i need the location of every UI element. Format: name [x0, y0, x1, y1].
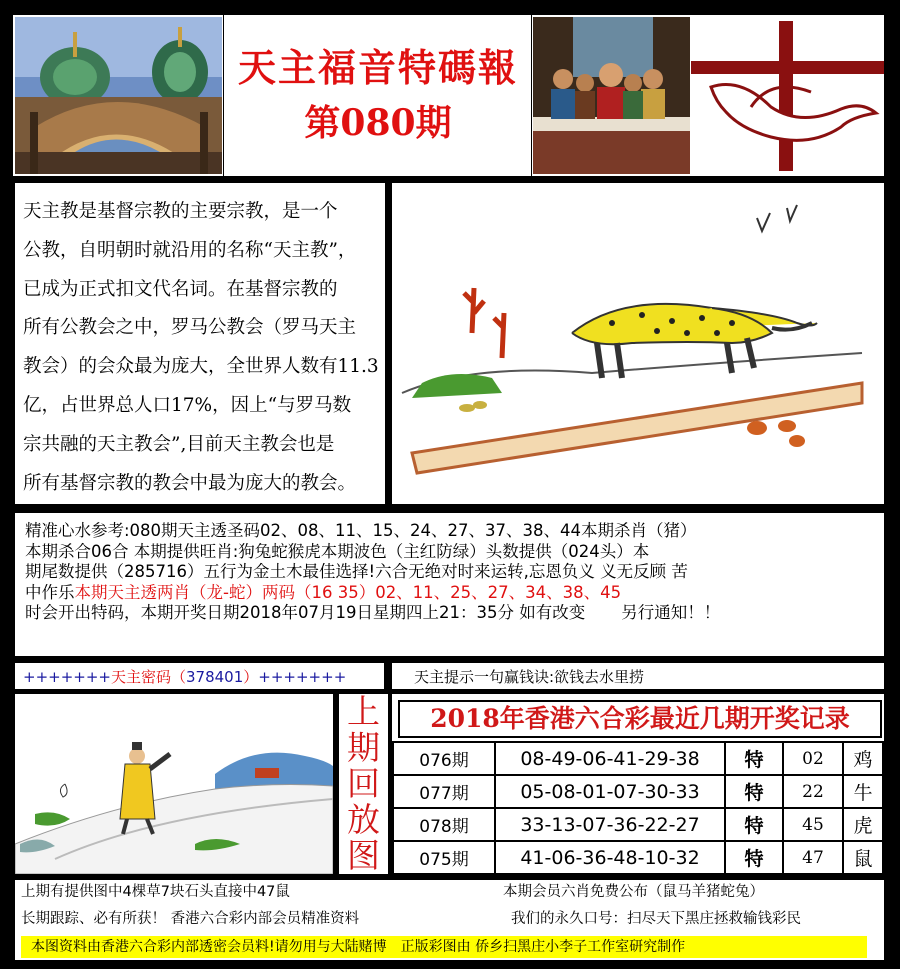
special-label: 特: [725, 775, 783, 808]
header-panel: [12, 14, 885, 177]
tips-text: 中作乐: [25, 582, 75, 602]
secret-code-bar: [14, 662, 385, 690]
page-title: 天主福音特碼報: [237, 45, 518, 90]
cathedral-picture: [15, 17, 222, 174]
special-number: 22: [783, 775, 843, 808]
replay-char: 回: [347, 764, 380, 803]
tips-notice: 另行通知！！: [621, 603, 721, 622]
special-number: 45: [783, 808, 843, 841]
replay-char: 图: [347, 836, 380, 875]
footer-line: 上期有提供图中4棵草7块石头直接中47鼠: [21, 884, 290, 900]
table-row: [393, 742, 883, 775]
special-label: 特: [725, 742, 783, 775]
leopard-picture: [391, 182, 885, 505]
replay-label: [338, 693, 389, 875]
intro-line: 所有基督宗教的教会中最为庞大的教会。: [23, 472, 357, 494]
zodiac-cell: 鼠: [843, 841, 883, 874]
newspaper-title: [224, 15, 532, 177]
intro-panel: [14, 182, 386, 505]
issue-cell: 075期: [393, 841, 495, 874]
replay-char: 放: [347, 800, 380, 839]
tips-line: 精准心水参考:080期天主透圣码02、08、11、15、24、27、37、38、44本期杀肖（猪）: [25, 521, 697, 540]
replay-char: 期: [347, 728, 380, 767]
issue-number: 第080期: [304, 102, 452, 144]
table-row: [393, 808, 883, 841]
last-supper-picture: [533, 17, 690, 174]
tips-line: 期尾数提供（285716）五行为金土木最佳选择!六合无绝对时来运转,忘恩负义 义无反顾 苦: [25, 562, 688, 581]
intro-line: 天主教是基督宗教的主要宗教，是一个: [23, 201, 338, 222]
issue-cell: 077期: [393, 775, 495, 808]
intro-line: 已成为正式扣文代名词。在基督宗教的: [23, 278, 338, 300]
plus-signs: +++++++: [258, 668, 347, 686]
special-number: 47: [783, 841, 843, 874]
banner-text: 正版彩图由 侨乡扫黑庄小李子工作室研究制作: [400, 939, 686, 955]
tips-text: 时会开出特码，本期开奖日期2018年07月19日星期四上21：35分 如有改变: [25, 603, 586, 622]
footer-line: 我们的永久口号：扫尽天下黑庄拯救输钱彩民: [511, 911, 801, 927]
footer-banner: [21, 936, 867, 958]
footer-line: 本期会员六肖免费公布（鼠马羊猪蛇兔）: [503, 884, 764, 900]
tips-line: 本期杀合06合 本期提供旺肖:狗兔蛇猴虎本期波色（主红防绿）头数提供（024头）本: [25, 541, 650, 561]
tips-line: [25, 583, 884, 604]
footer-line: 长期跟踪、必有所获！ 香港六合彩内部会员精准资料: [21, 911, 360, 927]
banner-text: 本图资料由香港六合彩内部透密会员料!请勿用与大陆赌博: [31, 939, 387, 955]
intro-line: 所有公教会之中，罗马公教会（罗马天主: [23, 317, 357, 339]
tips-panel: [14, 512, 885, 657]
records-table: [392, 741, 884, 875]
numbers-cell: 33-13-07-36-22-27: [495, 808, 725, 841]
numbers-cell: 41-06-36-48-10-32: [495, 841, 725, 874]
special-label: 特: [725, 808, 783, 841]
issue-cell: 076期: [393, 742, 495, 775]
intro-line: 公教，自明朝时就沿用的名称“天主教”，: [23, 239, 357, 261]
intro-line: 教会）的会众最为庞大，全世界人数有11.3: [23, 356, 379, 378]
numbers-cell: 05-08-01-07-30-33: [495, 775, 725, 808]
replay-char: 上: [347, 693, 380, 731]
secret-code: 378401: [186, 668, 244, 686]
footer-panel: [14, 879, 885, 961]
hint-bar: [391, 662, 885, 690]
zodiac-cell: 鸡: [843, 742, 883, 775]
tips-line: [25, 603, 884, 624]
records-panel: [391, 693, 885, 875]
numbers-cell: 08-49-06-41-29-38: [495, 742, 725, 775]
hint-text: 天主提示一句赢钱诀:欲钱去水里捞: [414, 668, 645, 686]
secret-label: 天主密码（: [110, 668, 186, 686]
replay-picture: [14, 693, 334, 875]
plus-signs: +++++++: [23, 668, 111, 686]
tips-highlight: 本期天主透两肖（龙-蛇）两码（16 35）02、11、25、27、34、38、45: [74, 582, 622, 602]
cross-dove-picture: [691, 17, 884, 174]
intro-line: 宗共融的天主教会”,目前天主教会也是: [23, 433, 335, 455]
secret-close: ）: [243, 668, 259, 686]
records-title: 2018年香港六合彩最近几期开奖记录: [398, 700, 882, 738]
issue-cell: 078期: [393, 808, 495, 841]
zodiac-cell: 牛: [843, 775, 883, 808]
zodiac-cell: 虎: [843, 808, 883, 841]
special-label: 特: [725, 841, 783, 874]
table-row: [393, 841, 883, 874]
special-number: 02: [783, 742, 843, 775]
table-row: [393, 775, 883, 808]
intro-line: 亿，占世界总人口17%，因上“与罗马数: [23, 394, 352, 416]
